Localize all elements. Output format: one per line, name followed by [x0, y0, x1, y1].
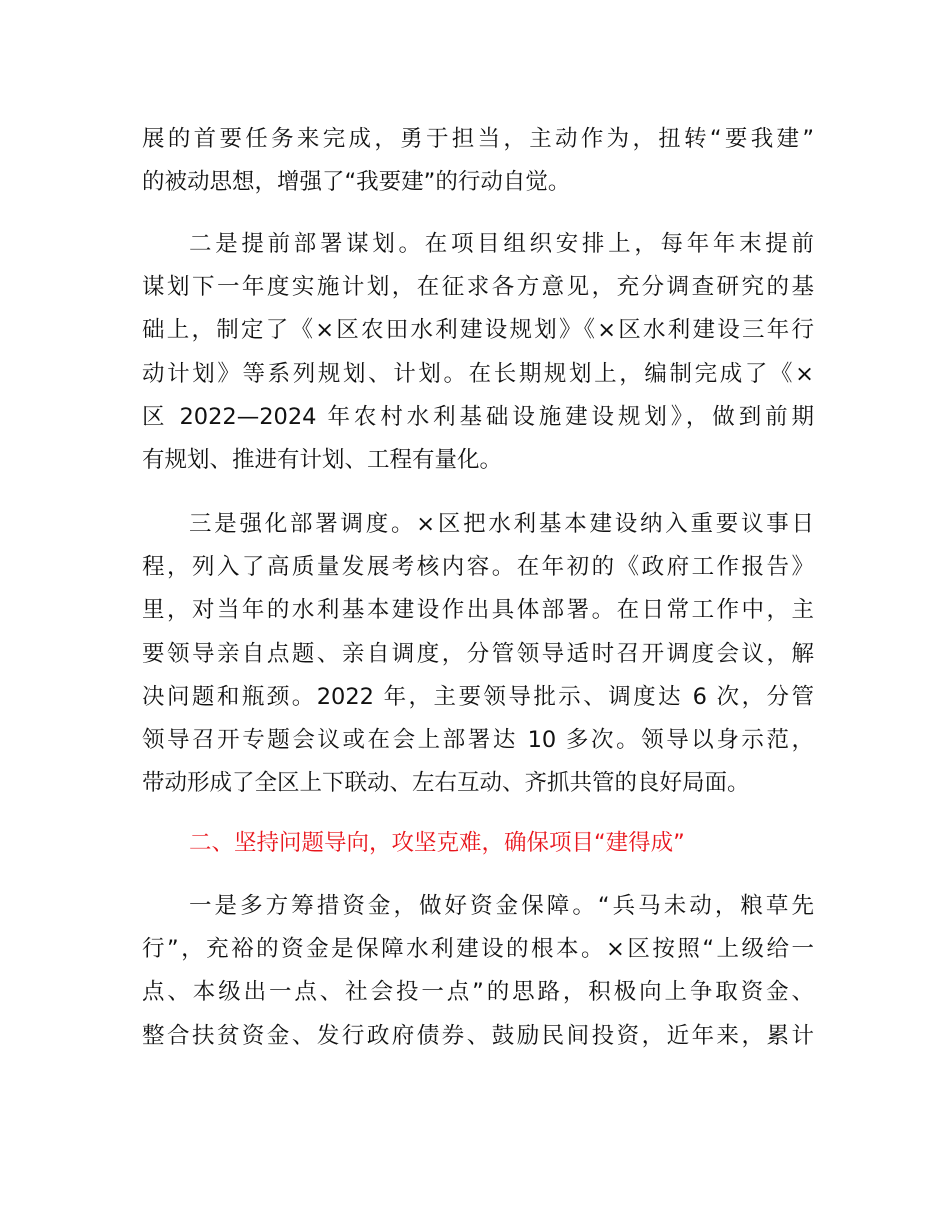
text-line: 础上，制定了《×区农田水利建设规划》《×区水利建设三年行 — [142, 317, 814, 344]
section-heading — [142, 822, 814, 865]
text-line: 三是强化部署调度。×区把水利基本建设纳入重要议事日 — [189, 511, 814, 537]
text-line: 要领导亲自点题、亲自调度，分管领导适时召开调度会议，解 — [142, 640, 814, 667]
text-line: 整合扶贫资金、发行政府债券、鼓励民间投资，近年来，累计 — [142, 1022, 814, 1049]
text-line: 一是多方筹措资金，做好资金保障。“兵马未动，粮草先 — [189, 893, 814, 919]
text-line: 区 2022—2024 年农村水利基础设施建设规划》，做到前期 — [142, 403, 814, 430]
text-line: 行”，充裕的资金是保障水利建设的根本。×区按照“上级给一 — [142, 936, 814, 963]
paragraph-dispatch — [142, 503, 814, 805]
text-line: 点、本级出一点、社会投一点”的思路，积极向上争取资金、 — [142, 979, 814, 1006]
text-line: 动计划》等系列规划、计划。在长期规划上，编制完成了《× — [142, 360, 814, 387]
text-line: 领导召开专题会议或在会上部署达 10 多次。领导以身示范， — [142, 726, 814, 753]
paragraph-planning — [142, 223, 814, 482]
text-line: 里，对当年的水利基本建设作出具体部署。在日常工作中，主 — [142, 597, 814, 624]
text-line: 谋划下一年度实施计划，在征求各方意见，充分调查研究的基 — [142, 274, 814, 301]
text-line: 带动形成了全区上下联动、左右互动、齐抓共管的良好局面。 — [142, 770, 750, 797]
text-line: 程，列入了高质量发展考核内容。在年初的《政府工作报告》 — [142, 554, 814, 581]
paragraph-continuation — [142, 118, 814, 204]
text-line: 决问题和瓶颈。2022 年，主要领导批示、调度达 6 次，分管 — [142, 683, 814, 710]
text-line: 的被动思想，增强了“我要建”的行动自觉。 — [142, 169, 571, 196]
text-line: 二是提前部署谋划。在项目组织安排上，每年年末提前 — [189, 231, 814, 257]
paragraph-funding — [142, 885, 814, 1058]
heading-line: 二、坚持问题导向，攻坚克难，确保项目“建得成” — [189, 830, 685, 856]
text-line: 展的首要任务来完成，勇于担当，主动作为，扭转“要我建” — [142, 126, 814, 152]
text-line: 有规划、推进有计划、工程有量化。 — [142, 446, 503, 473]
